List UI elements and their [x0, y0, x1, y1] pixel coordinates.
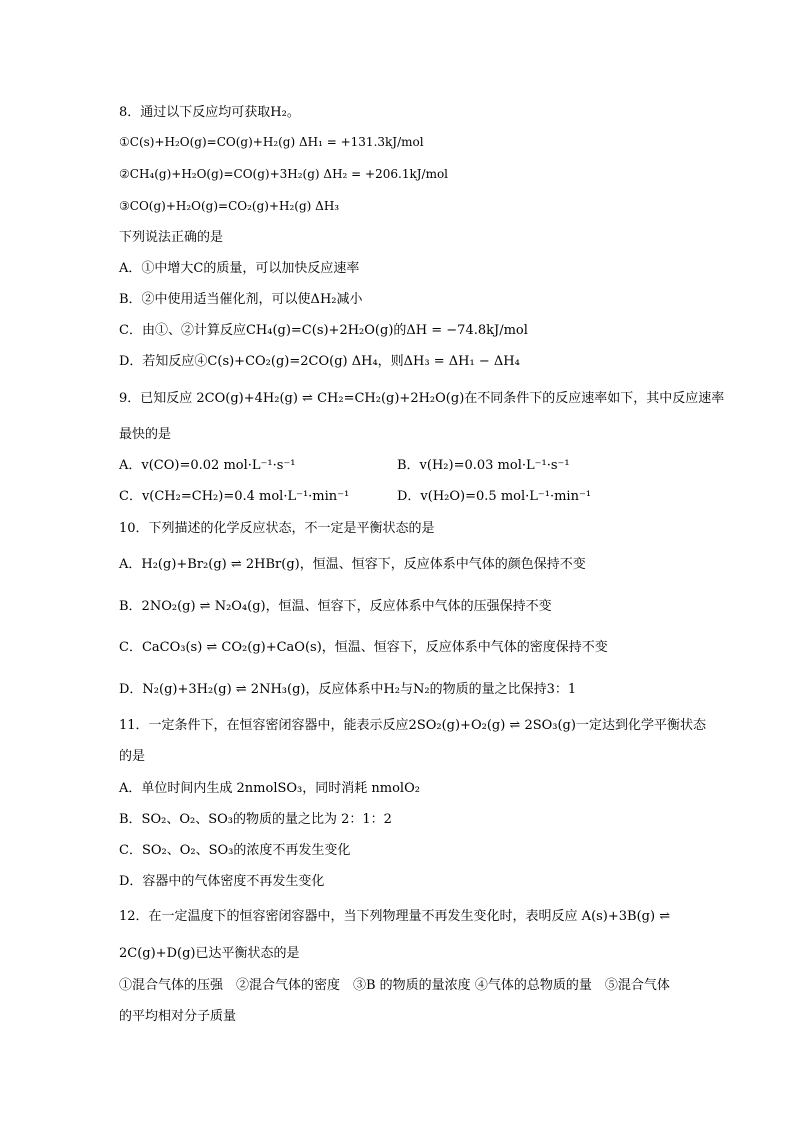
q11-stem-line-1: 11．一定条件下，在恒容密闭容器中，能表示反应2SO₂(g)+O₂(g) ⇌ 2SO₃(g)一定达到化学平衡状态 — [119, 718, 706, 733]
q11-option-c: C．SO₂、O₂、SO₃的浓度不再发生变化 — [119, 843, 351, 858]
q8-option-d: D．若知反应④C(s)+CO₂(g)=2CO(g) ΔH₄，则ΔH₃ = ΔH₁ − ΔH₄ — [119, 354, 520, 369]
q8-equation-1: ①C(s)+H₂O(g)=CO(g)+H₂(g) ΔH₁ = +131.3kJ/mol — [119, 135, 424, 149]
q8-prompt: 下列说法正确的是 — [119, 230, 224, 245]
q9-option-d: D．v(H₂O)=0.5 mol·L⁻¹·min⁻¹ — [397, 489, 592, 504]
q12-stem-line-1: 12．在一定温度下的恒容密闭容器中，当下列物理量不再发生变化时，表明反应 A(s)+3B(g) ⇌ — [119, 909, 671, 924]
q8-option-b: B．②中使用适当催化剂，可以使ΔH₂减小 — [119, 292, 363, 307]
q11-option-a: A．单位时间内生成 2nmolSO₃，同时消耗 nmolO₂ — [119, 781, 420, 796]
q8-equation-2: ②CH₄(g)+H₂O(g)=CO(g)+3H₂(g) ΔH₂ = +206.1kJ/mol — [119, 167, 449, 181]
q10-option-d: D．N₂(g)+3H₂(g) ⇌ 2NH₃(g)，反应体系中H₂与N₂的物质的量之比保持3：1 — [119, 682, 577, 697]
q8-option-c: C．由①、②计算反应CH₄(g)=C(s)+2H₂O(g)的ΔH = −74.8kJ/mol — [119, 323, 528, 338]
q10-option-c: C．CaCO₃(s) ⇌ CO₂(g)+CaO(s)，恒温、恒容下，反应体系中气体的密度保持不变 — [119, 640, 608, 655]
q11-option-d: D．容器中的气体密度不再发生变化 — [119, 874, 325, 889]
q9-stem-line-2: 最快的是 — [119, 427, 172, 442]
q11-stem-line-2: 的是 — [119, 749, 146, 764]
q8-equation-3: ③CO(g)+H₂O(g)=CO₂(g)+H₂(g) ΔH₃ — [119, 199, 340, 213]
q9-option-c: C．v(CH₂=CH₂)=0.4 mol·L⁻¹·min⁻¹ — [119, 489, 350, 504]
q10-option-b: B．2NO₂(g) ⇌ N₂O₄(g)，恒温、恒容下，反应体系中气体的压强保持不变 — [119, 599, 552, 614]
q12-items-line-1: ①混合气体的压强 ②混合气体的密度 ③B 的物质的量浓度 ④气体的总物质的量 ⑤混合气体 — [119, 978, 670, 993]
q9-option-b: B．v(H₂)=0.03 mol·L⁻¹·s⁻¹ — [397, 458, 570, 473]
q9-option-a: A．v(CO)=0.02 mol·L⁻¹·s⁻¹ — [119, 458, 296, 473]
q10-option-a: A．H₂(g)+Br₂(g) ⇌ 2HBr(g)，恒温、恒容下，反应体系中气体的颜色保持不变 — [119, 557, 586, 572]
q8-option-a: A．①中增大C的质量，可以加快反应速率 — [119, 261, 360, 276]
q8-stem: 8．通过以下反应均可获取H₂。 — [119, 105, 300, 120]
q11-option-b: B．SO₂、O₂、SO₃的物质的量之比为 2：1：2 — [119, 812, 392, 827]
q12-stem-line-2: 2C(g)+D(g)已达平衡状态的是 — [119, 946, 300, 961]
q10-stem: 10．下列描述的化学反应状态，不一定是平衡状态的是 — [119, 521, 435, 536]
q12-items-line-2: 的平均相对分子质量 — [119, 1009, 237, 1024]
q9-stem-line-1: 9．已知反应 2CO(g)+4H₂(g) ⇌ CH₂=CH₂(g)+2H₂O(g)在不同条件下的反应速率如下，其中反应速率 — [119, 391, 725, 406]
